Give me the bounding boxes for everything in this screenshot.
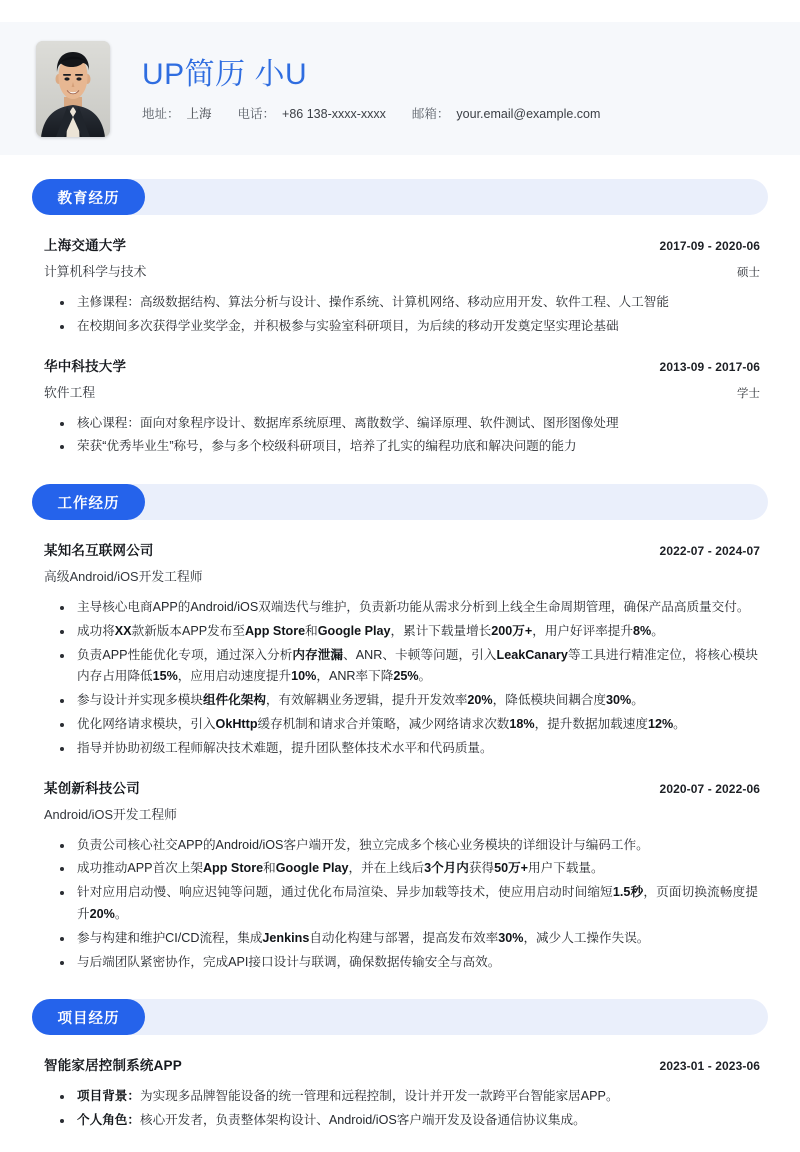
section-bar xyxy=(32,179,768,215)
resume-entry xyxy=(32,1054,768,1132)
entry-date-range: 2017-09 - 2020-06 xyxy=(659,239,760,253)
bullet-item: 指导并协助初级工程师解决技术难题，提升团队整体技术水平和代码质量。 xyxy=(60,738,758,760)
entry-bullet-list xyxy=(32,413,768,459)
section-title-pill: 教育经历 xyxy=(32,179,145,215)
entry-degree: 硕士 xyxy=(737,267,760,279)
bullet-item: 核心课程：面向对象程序设计、数据库系统原理、离散数学、编译原理、软件测试、图形图像处理 xyxy=(60,413,758,435)
entry-date-range: 2022-07 - 2024-07 xyxy=(659,544,760,559)
bullet-item: 主导核心电商APP的Android/iOS双端迭代与维护，负责新功能从需求分析到上线全生命周期管理，确保产品高质量交付。 xyxy=(60,597,758,619)
resume-entry xyxy=(32,777,768,974)
bullet-item: 成功将XX款新版本APP发布至App Store和Google Play，累计下载量增长200万+，用户好评率提升8%。 xyxy=(60,621,758,643)
contact-email xyxy=(412,104,601,122)
resume-entry xyxy=(32,234,768,338)
entry-subheader xyxy=(32,804,768,823)
contact-address xyxy=(142,104,212,122)
entry-subheader xyxy=(32,261,768,280)
entry-degree: 学士 xyxy=(737,387,760,400)
bullet-item: 负责公司核心社交APP的Android/iOS客户端开发，独立完成多个核心业务模块的详细设计与编码工作。 xyxy=(60,835,758,857)
entry-header xyxy=(32,777,768,797)
resume-section xyxy=(32,484,768,973)
entry-subheader xyxy=(32,382,768,401)
entry-role: Android/iOS开发工程师 xyxy=(44,806,177,822)
entry-title: 某创新科技公司 xyxy=(44,780,140,796)
contact-line xyxy=(142,104,600,122)
resume-entry xyxy=(32,539,768,759)
entry-subheader xyxy=(32,566,768,585)
entry-bullet-list xyxy=(32,597,768,759)
bullet-item: 参与设计并实现多模块组件化架构，有效解耦业务逻辑，提升开发效率20%，降低模块间耦合度30%。 xyxy=(60,690,758,712)
contact-phone-label: 电话： xyxy=(237,107,276,122)
resume-entry xyxy=(32,355,768,459)
resume-section xyxy=(32,179,768,458)
contact-address-value: 上海 xyxy=(186,107,212,122)
contact-phone-value: +86 138-xxxx-xxxx xyxy=(282,107,386,122)
bullet-item: 在校期间多次获得学业奖学金，并积极参与实验室科研项目，为后续的移动开发奠定坚实理论基础 xyxy=(60,316,758,338)
section-bar xyxy=(32,999,768,1035)
identity-block xyxy=(142,55,600,123)
section-title-pill: 项目经历 xyxy=(32,999,145,1035)
section-bar xyxy=(32,484,768,520)
resume-header xyxy=(0,22,800,155)
bullet-item: 负责APP性能优化专项，通过深入分析内存泄漏、ANR、卡顿等问题，引入LeakCanary等工具进行精准定位，将核心模块内存占用降低15%，应用启动速度提升10%，ANR率下降25%。 xyxy=(60,645,758,689)
entry-role: 软件工程 xyxy=(44,384,96,400)
bullet-item: 项目背景：为实现多品牌智能设备的统一管理和远程控制，设计并开发一款跨平台智能家居APP。 xyxy=(60,1086,758,1108)
contact-phone xyxy=(238,104,386,122)
entry-title: 某知名互联网公司 xyxy=(44,543,154,559)
portrait-photo-icon xyxy=(36,41,110,137)
bullet-item: 个人角色：核心开发者，负责整体架构设计、Android/iOS客户端开发及设备通信协议集成。 xyxy=(60,1110,758,1132)
entry-header xyxy=(32,355,768,375)
entry-title: 上海交通大学 xyxy=(44,238,127,253)
bullet-item: 主修课程：高级数据结构、算法分析与设计、操作系统、计算机网络、移动应用开发、软件工程、人工智能 xyxy=(60,292,758,314)
bullet-item: 优化网络请求模块，引入OkHttp缓存机制和请求合并策略，减少网络请求次数18%，提升数据加载速度12%。 xyxy=(60,714,758,736)
entry-date-range: 2013-09 - 2017-06 xyxy=(659,359,760,374)
page-title: UP简历 小U xyxy=(142,57,308,91)
resume-body xyxy=(0,179,800,1132)
entry-date-range: 2023-01 - 2023-06 xyxy=(659,1059,760,1074)
entry-header xyxy=(32,1054,768,1074)
entry-role: 计算机科学与技术 xyxy=(44,264,147,279)
entry-bullet-list xyxy=(32,292,768,338)
bullet-item: 荣获“优秀毕业生”称号，参与多个校级科研项目，培养了扎实的编程功底和解决问题的能力 xyxy=(60,436,758,458)
entry-role: 高级Android/iOS开发工程师 xyxy=(44,569,203,585)
entry-bullet-list xyxy=(32,1086,768,1132)
entry-bullet-list xyxy=(32,835,768,974)
bullet-item: 参与构建和维护CI/CD流程，集成Jenkins自动化构建与部署，提高发布效率30%，减少人工操作失误。 xyxy=(60,928,758,950)
contact-address-label: 地址： xyxy=(142,107,180,122)
bullet-item: 针对应用启动慢、响应迟钝等问题，通过优化布局渲染、异步加载等技术，使应用启动时间缩短1.5秒，页面切换流畅度提升20%。 xyxy=(60,882,758,926)
entry-title: 华中科技大学 xyxy=(44,358,127,374)
contact-email-value: your.email@example.com xyxy=(456,107,601,122)
entry-header xyxy=(32,234,768,254)
avatar xyxy=(36,41,110,137)
entry-date-range: 2020-07 - 2022-06 xyxy=(659,781,760,796)
entry-title: 智能家居控制系统APP xyxy=(44,1058,182,1074)
contact-email-label: 邮箱： xyxy=(411,107,450,122)
entry-header xyxy=(32,539,768,559)
resume-page xyxy=(0,22,800,1152)
bullet-item: 成功推动APP首次上架App Store和Google Play，并在上线后3个月内获得50万+用户下载量。 xyxy=(60,858,758,880)
bullet-item: 与后端团队紧密协作，完成API接口设计与联调，确保数据传输安全与高效。 xyxy=(60,952,758,974)
resume-section xyxy=(32,999,768,1132)
section-title-pill: 工作经历 xyxy=(32,484,145,520)
